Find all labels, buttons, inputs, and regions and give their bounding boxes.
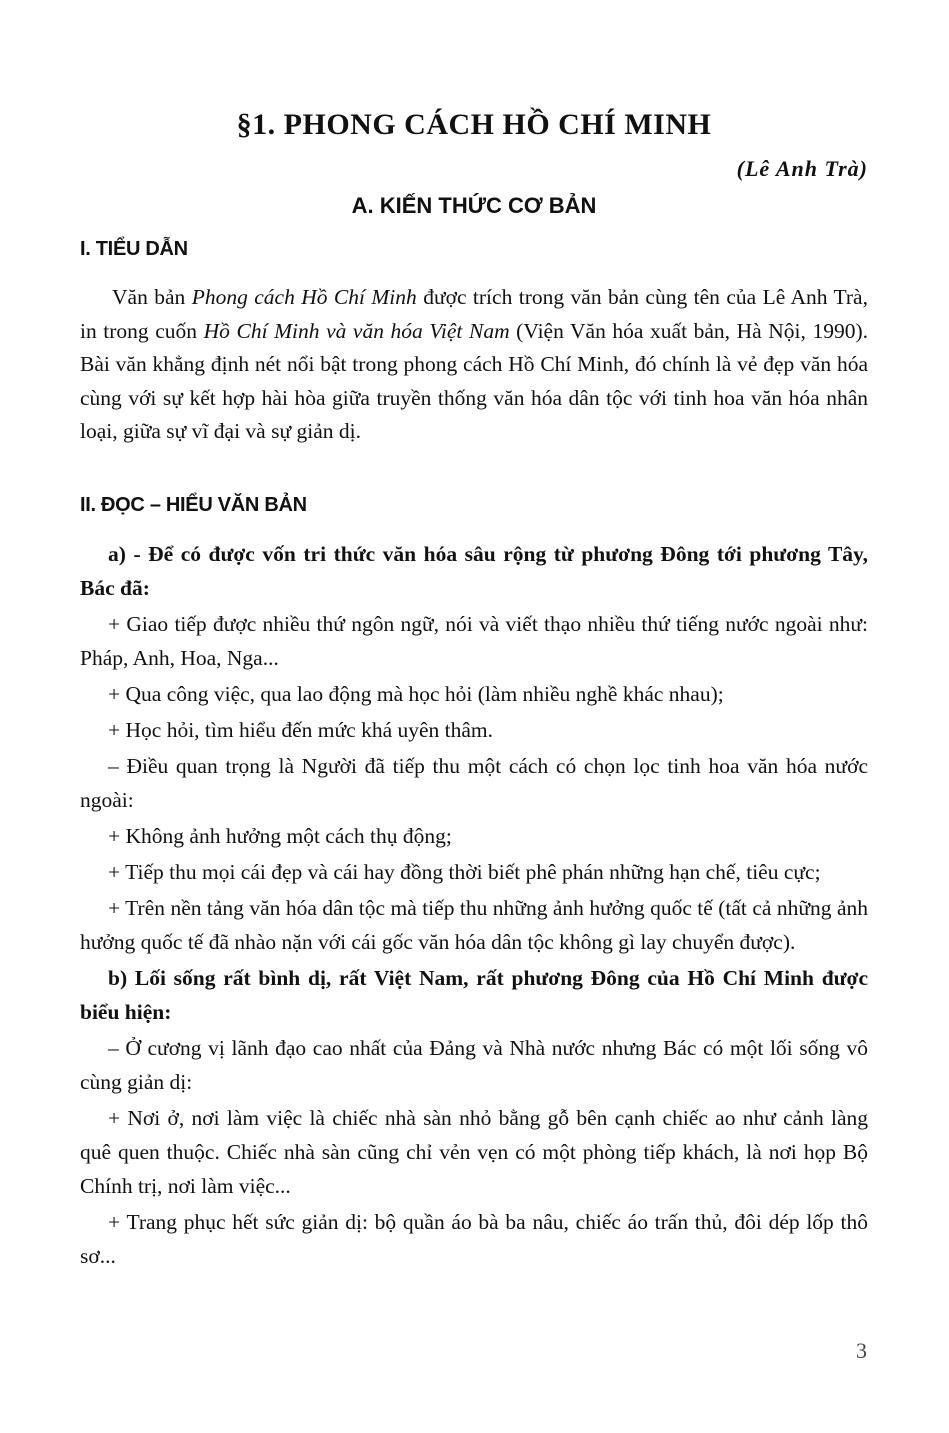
section-2-heading: II. ĐỌC – HIỂU VĂN BẢN xyxy=(80,494,307,516)
paragraph: + Không ảnh hưởng một cách thụ động; xyxy=(108,824,452,848)
paragraph: + Qua công việc, qua lao động mà học hỏi (làm nhiều nghề khác nhau); xyxy=(108,682,724,706)
paragraph-a-lead: a) - Để có được vốn tri thức văn hóa sâu rộng từ phương Đông tới phương Tây, Bác đã: xyxy=(80,542,868,600)
paragraph: – Ở cương vị lãnh đạo cao nhất của Đảng và Nhà nước nhưng Bác có một lối sống vô cùng giản dị: xyxy=(80,1036,868,1094)
page-number: 3 xyxy=(856,1338,867,1363)
paragraph: + Tiếp thu mọi cái đẹp và cái hay đồng thời biết phê phán những hạn chế, tiêu cực; xyxy=(108,860,821,884)
paragraph: + Giao tiếp được nhiều thứ ngôn ngữ, nói và viết thạo nhiều thứ tiếng nước ngoài như: Pháp, Anh, Hoa, Nga... xyxy=(80,612,868,670)
paragraph: + Học hỏi, tìm hiểu đến mức khá uyên thâm. xyxy=(108,718,494,742)
paragraph: + Trang phục hết sức giản dị: bộ quần áo bà ba nâu, chiếc áo trấn thủ, đôi dép lốp thô sơ... xyxy=(80,1210,868,1268)
reading-text xyxy=(80,537,868,1275)
section-a-heading: A. KIẾN THỨC CƠ BẢN xyxy=(351,193,597,218)
chapter-title: §1. PHONG CÁCH HỒ CHÍ MINH xyxy=(236,108,712,141)
paragraph: – Điều quan trọng là Người đã tiếp thu một cách có chọn lọc tinh hoa văn hóa nước ngoài: xyxy=(80,754,868,812)
intro-paragraph: Văn bản Phong cách Hồ Chí Minh được trích trong văn bản cùng tên của Lê Anh Trà, in trong cuốn Hồ Chí Minh và văn hóa Việt Nam (Viện Văn hóa xuất bản, Hà Nội, 1990). Bài văn khẳng định nét nổi bật trong phong cách Hồ Chí Minh, đó chính là vẻ đẹp văn hóa cùng với sự kết hợp hài hòa giữa truyền thống văn hóa dân tộc với tinh hoa văn hóa nhân loại, giữa sự vĩ đại và sự giản dị. xyxy=(80,285,868,443)
paragraph: + Nơi ở, nơi làm việc là chiếc nhà sàn nhỏ bằng gỗ bên cạnh chiếc ao như cảnh làng quê quen thuộc. Chiếc nhà sàn cũng chỉ vẻn vẹn có một phòng tiếp khách, là nơi họp Bộ Chính trị, nơi làm việc... xyxy=(80,1106,868,1198)
author-credit: (Lê Anh Trà) xyxy=(736,156,868,181)
paragraph: + Trên nền tảng văn hóa dân tộc mà tiếp thu những ảnh hưởng quốc tế (tất cả những ảnh hưởng quốc tế đã nhào nặn với cái gốc văn hóa dân tộc không gì lay chuyển được). xyxy=(80,896,868,954)
section-1-heading: I. TIỂU DẪN xyxy=(80,238,188,260)
intro-text xyxy=(80,281,868,449)
paragraph-b-lead: b) Lối sống rất bình dị, rất Việt Nam, rất phương Đông của Hồ Chí Minh được biểu hiện: xyxy=(80,966,868,1024)
